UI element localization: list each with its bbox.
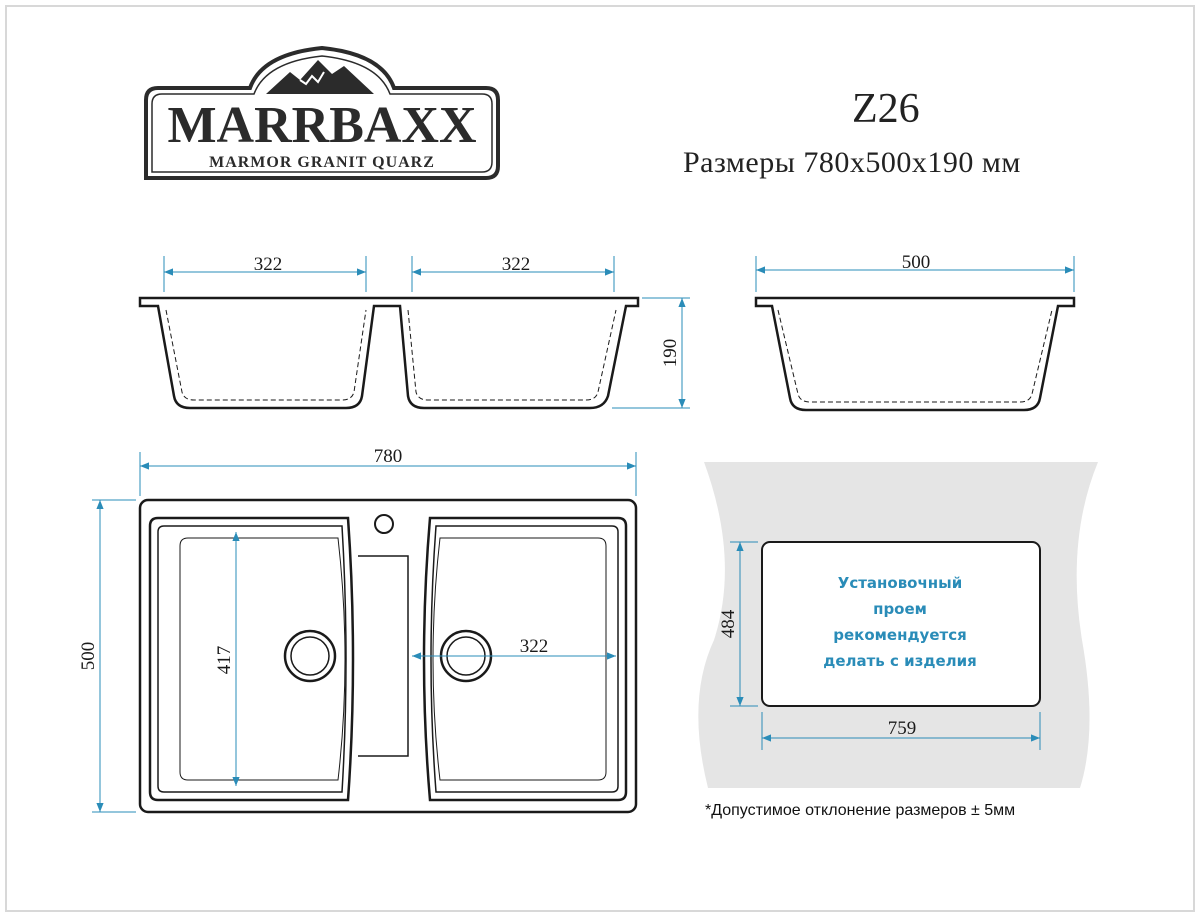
- cutout-note-line: делать с изделия: [823, 652, 977, 670]
- cutout-note-line: рекомендуется: [833, 626, 967, 644]
- dim-bowl-length: 417: [214, 645, 235, 675]
- dim-cutout-height: 484: [718, 609, 739, 639]
- cutout-note-line: проем: [873, 600, 927, 618]
- dim-cutout-width: 759: [887, 718, 917, 739]
- dim-total-width: 500: [78, 641, 99, 671]
- dim-total-length: 780: [373, 446, 403, 467]
- dim-bowl-inner-width: 322: [519, 636, 549, 657]
- cutout-note-line: Установочный: [837, 574, 963, 592]
- brand-tagline: MARMOR GRANIT QUARZ: [209, 154, 435, 171]
- dim-bowl-width-left: 322: [253, 254, 283, 275]
- drain-left: [285, 631, 335, 681]
- dimensions-heading: Размеры 780x500x190 мм: [683, 146, 1021, 179]
- brand-logo: [146, 48, 498, 178]
- front-section-view: [140, 298, 638, 408]
- cutout-note: [790, 570, 1010, 674]
- brand-name: MARRBAXX: [167, 97, 477, 154]
- dim-bowl-width-right: 322: [501, 254, 531, 275]
- tolerance-note: *Допустимое отклонение размеров ± 5мм: [705, 802, 1016, 819]
- model-code: Z26: [852, 86, 920, 132]
- side-section-view: [756, 298, 1074, 410]
- dim-side-width: 500: [901, 252, 931, 273]
- dim-depth: 190: [660, 338, 681, 368]
